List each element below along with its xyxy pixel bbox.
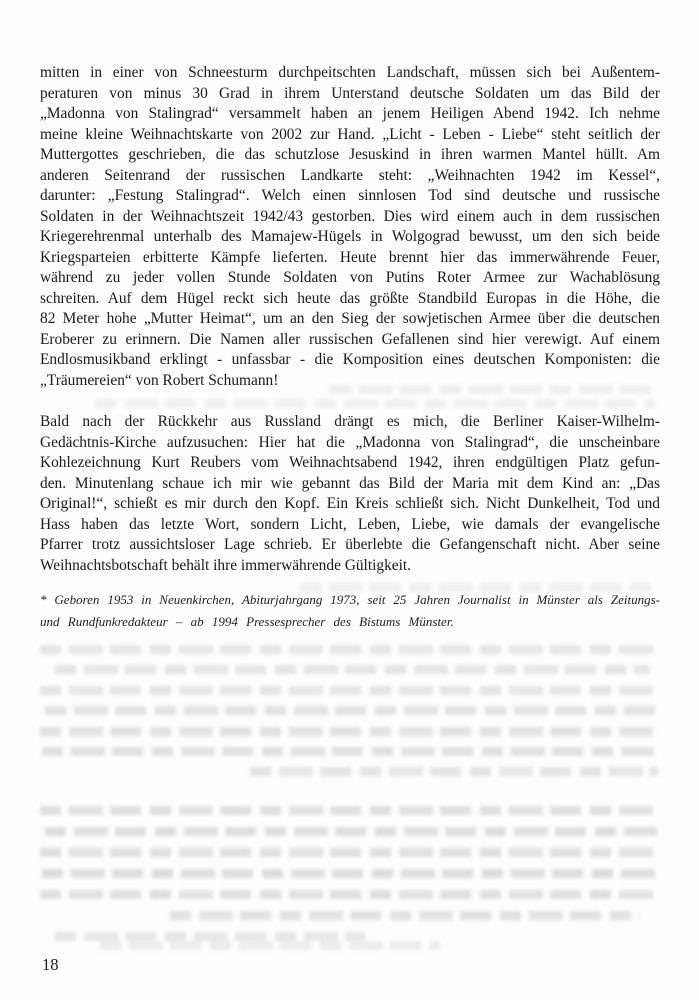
text-line: Gedächtnis-Kirche aufzusuchen: Hier hat die „Madonna von Stalingrad“, die unscheinbare: [40, 433, 660, 451]
body-text: [40, 63, 660, 576]
text-line: anderen Seitenrand der russischen Landkarte steht: „Weihnachten 1942 im Kessel“,: [40, 166, 660, 184]
text-line: 82 Meter hohe „Mutter Heimat“, um an den Sieg der sowjetischen Armee über die deutschen: [40, 310, 660, 327]
text-line: Kriegerehrenmal unterhalb des Mamajew-Hügels in Wolgograd bewusst, um den sich beide: [40, 228, 660, 245]
text-line: Hass haben das letzte Wort, sondern Licht, Leben, Liebe, wie damals der evangelische: [40, 515, 660, 533]
ghost-bleedthrough-line: [40, 645, 658, 654]
ghost-bleedthrough-line: [40, 848, 658, 857]
footnote-line: und Rundfunkredakteur – ab 1994 Pressesprecher des Bistums Münster.: [40, 614, 454, 629]
ghost-bleedthrough-line: [170, 911, 640, 920]
text-line: Kohlezeichnung Kurt Reubers vom Weihnachtsabend 1942, ihren endgültigen Platz gefun-: [40, 454, 660, 471]
ghost-bleedthrough-line: [40, 727, 658, 736]
text-line: den. Minutenlang schaue ich mir wie gebannt das Bild der Maria mit dem Kind an: „Das: [40, 474, 660, 492]
ghost-bleedthrough-line: [42, 869, 657, 878]
footnote-line: * Geboren 1953 in Neuenkirchen, Abiturjahrgang 1973, seit 25 Jahren Journalist in Münster als Zeitungs-: [40, 592, 660, 607]
text-line: „Madonna von Stalingrad“ versammelt haben an jenem Heiligen Abend 1942. Ich nehme: [40, 105, 660, 122]
text-line: peraturen von minus 30 Grad in ihrem Unterstand deutsche Soldaten um das Bild der: [40, 84, 660, 102]
text-line: darunter: „Festung Stalingrad“. Welch einen sinnlosen Tod sind deutsche und russische: [40, 187, 660, 204]
ghost-bleedthrough-line: [55, 665, 650, 674]
text-line: Bald nach der Rückkehr aus Russland drängt es mich, die Berliner Kaiser-Wilhelm-: [40, 413, 660, 430]
ghost-bleedthrough-line: [300, 583, 655, 592]
ghost-bleedthrough-line: [40, 806, 660, 815]
ghost-bleedthrough-line: [40, 686, 655, 695]
ghost-bleedthrough-line: [330, 385, 660, 394]
page-number: 18: [42, 955, 59, 974]
text-line: Weihnachtsbotschaft behält ihre immerwährende Gültigkeit.: [40, 556, 412, 574]
paragraph-1: [40, 63, 660, 391]
text-line: „Träumereien“ von Robert Schumann!: [40, 371, 279, 389]
text-line: Kriegsparteien erbitterte Kämpfe lieferten. Heute brennt hier das immerwährende Feuer,: [40, 248, 660, 266]
ghost-bleedthrough-line: [95, 399, 655, 408]
text-line: schreiten. Auf dem Hügel reckt sich heute das größte Standbild Europas in die Höhe, die: [40, 289, 660, 307]
ghost-bleedthrough-line: [45, 827, 657, 836]
text-line: Pfarrer trotz aussichtsloser Lage schrieb. Er überlebte die Gefangenschaft nicht. Aber seine: [40, 536, 660, 553]
ghost-bleedthrough-line: [40, 890, 658, 899]
ghost-bleedthrough-line: [42, 747, 654, 756]
text-line: meine kleine Weihnachtskarte von 2002 zur Hand. „Licht - Leben - Liebe“ steht seitlich der: [40, 125, 660, 143]
ghost-bleedthrough-line: [100, 941, 440, 950]
paragraph-2: [40, 412, 660, 576]
text-line: Soldaten in der Weihnachtszeit 1942/43 gestorben. Dies wird einem auch in dem russischen: [40, 207, 660, 225]
text-line: Muttergottes geschrieben, die das schutzlose Jesuskind in ihren warmen Mantel hüllt. Am: [40, 146, 660, 163]
ghost-bleedthrough-line: [55, 932, 365, 941]
ghost-bleedthrough-line: [45, 706, 655, 715]
text-line: Endlosmusikband erklingt - unfassbar - die Komposition eines deutschen Komponisten: die: [40, 351, 660, 368]
footnote: [40, 589, 660, 633]
text-line: während zu jeder vollen Stunde Soldaten von Putins Roter Armee zur Wachablösung: [40, 269, 660, 286]
text-line: mitten in einer von Schneesturm durchpeitschten Landschaft, müssen sich bei Außentem-: [40, 64, 660, 81]
text-line: Eroberer zu erinnern. Die Namen aller russischen Gefallenen sind hier verewigt. Auf einem: [40, 330, 660, 348]
ghost-bleedthrough-line: [250, 767, 658, 776]
text-line: Original!“, schießt es mir durch den Kopf. Ein Kreis schließt sich. Nicht Dunkelheit, Tod und: [40, 495, 660, 512]
